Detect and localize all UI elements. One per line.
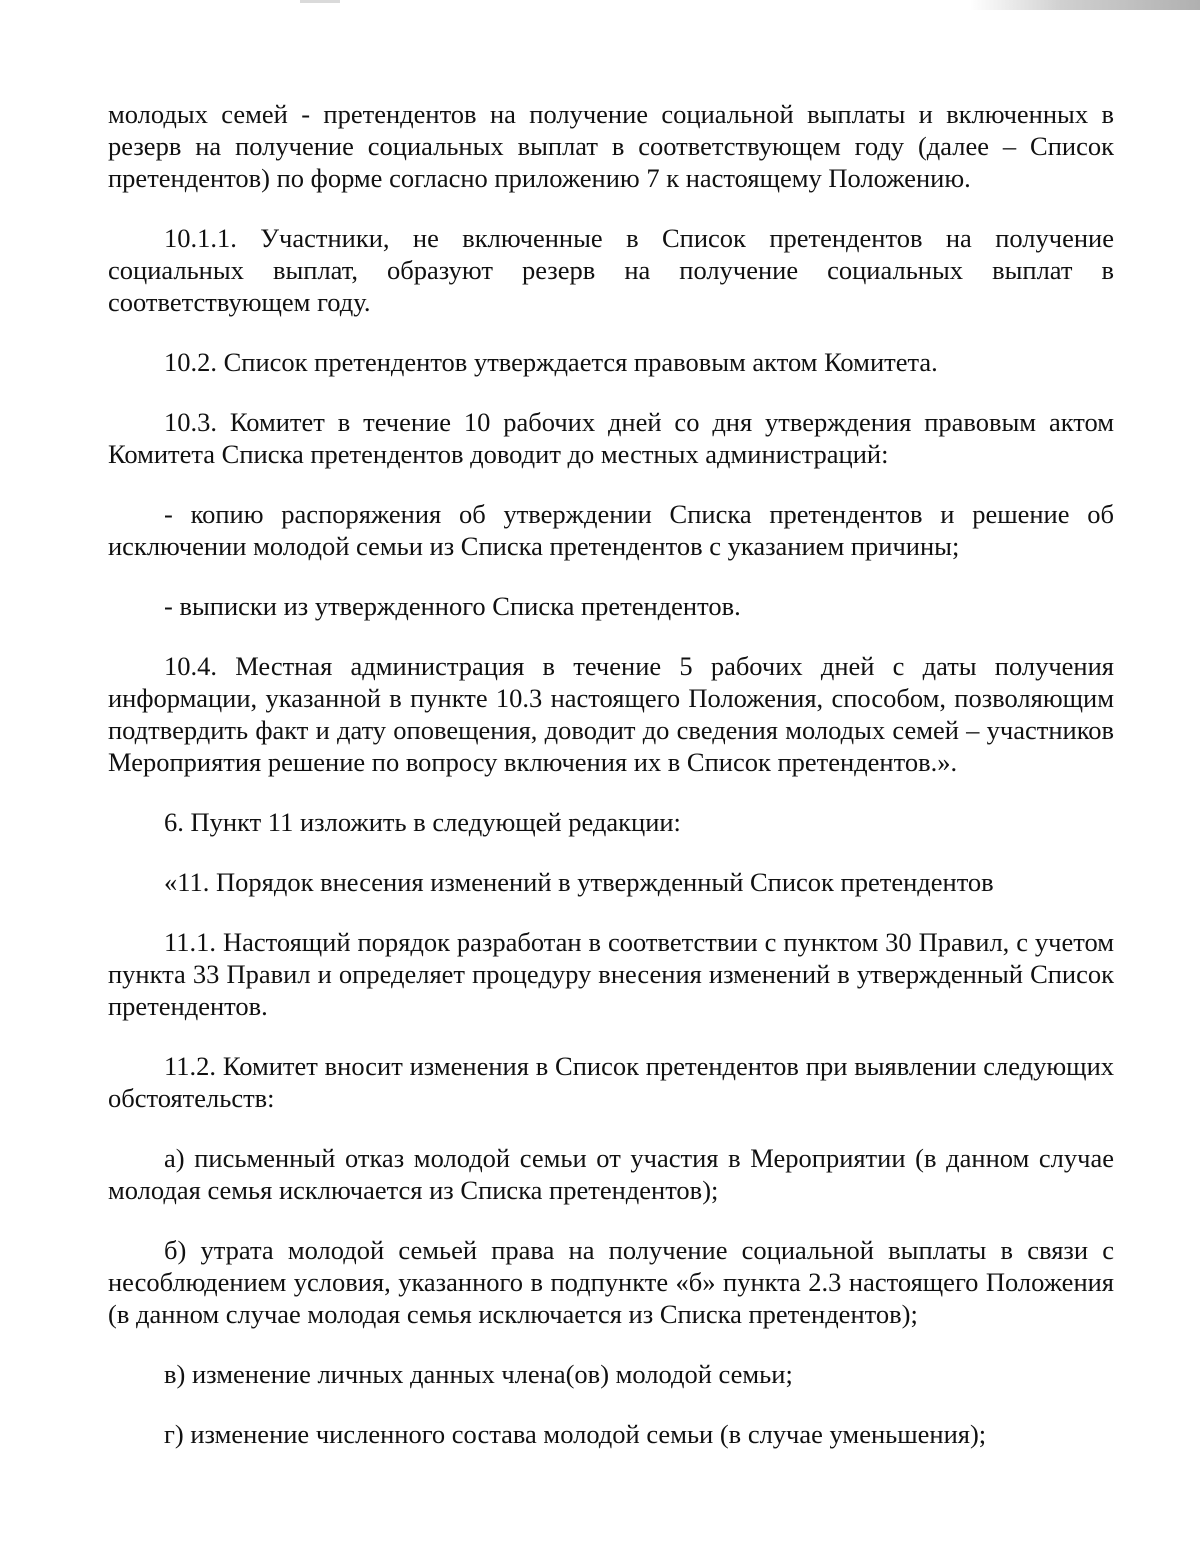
- section-heading-11: «11. Порядок внесения изменений в утвержденный Список претендентов: [164, 867, 994, 897]
- paragraph-10-4: 10.4. Местная администрация в течение 5 рабочих дней с даты получения информации, указанной в пункте 10.3 настоящего Положения, способом, позволяющим подтвердить факт и дату оповещения, доводит до сведения молодых семей – участников Мероприятия решение по вопросу включения их в Список претендентов.».: [108, 651, 1114, 777]
- list-item-extracts: - выписки из утвержденного Списка претендентов.: [164, 591, 741, 621]
- scan-artifact: [300, 0, 340, 3]
- list-item-v: в) изменение личных данных члена(ов) молодой семьи;: [164, 1359, 793, 1389]
- paragraph-11-1: 11.1. Настоящий порядок разработан в соответствии с пунктом 30 Правил, с учетом пункта 33 Правил и определяет процедуру внесения изменений в утвержденный Список претендентов.: [108, 927, 1114, 1021]
- list-item-b: б) утрата молодой семьей права на получение социальной выплаты в связи с несоблюдением условия, указанного в подпункте «б» пункта 2.3 настоящего Положения (в данном случае молодая семья исключается из Списка претендентов);: [108, 1235, 1114, 1329]
- scan-artifact: [970, 0, 1200, 10]
- list-item-g: г) изменение численного состава молодой семьи (в случае уменьшения);: [164, 1419, 987, 1449]
- list-item-copy-order: - копию распоряжения об утверждении Списка претендентов и решение об исключении молодой семьи из Списка претендентов с указанием причины;: [108, 499, 1114, 561]
- paragraph-11-2: 11.2. Комитет вносит изменения в Список претендентов при выявлении следующих обстоятельств:: [108, 1051, 1114, 1113]
- paragraph-10-2: 10.2. Список претендентов утверждается правовым актом Комитета.: [164, 347, 938, 377]
- list-item-a: а) письменный отказ молодой семьи от участия в Мероприятии (в данном случае молодая семья исключается из Списка претендентов);: [108, 1143, 1114, 1205]
- paragraph-10-3: 10.3. Комитет в течение 10 рабочих дней со дня утверждения правовым актом Комитета Списка претендентов доводит до местных администраций:: [108, 407, 1114, 469]
- paragraph-continuation: молодых семей - претендентов на получение социальной выплаты и включенных в резерв на получение социальных выплат в соответствующем году (далее – Список претендентов) по форме согласно приложению 7 к настоящему Положению.: [108, 99, 1114, 193]
- paragraph-10-1-1: 10.1.1. Участники, не включенные в Список претендентов на получение социальных выплат, образуют резерв на получение социальных выплат в соответствующем году.: [108, 223, 1114, 317]
- document-body: [108, 98, 1114, 1478]
- paragraph-point-6: 6. Пункт 11 изложить в следующей редакции:: [164, 807, 681, 837]
